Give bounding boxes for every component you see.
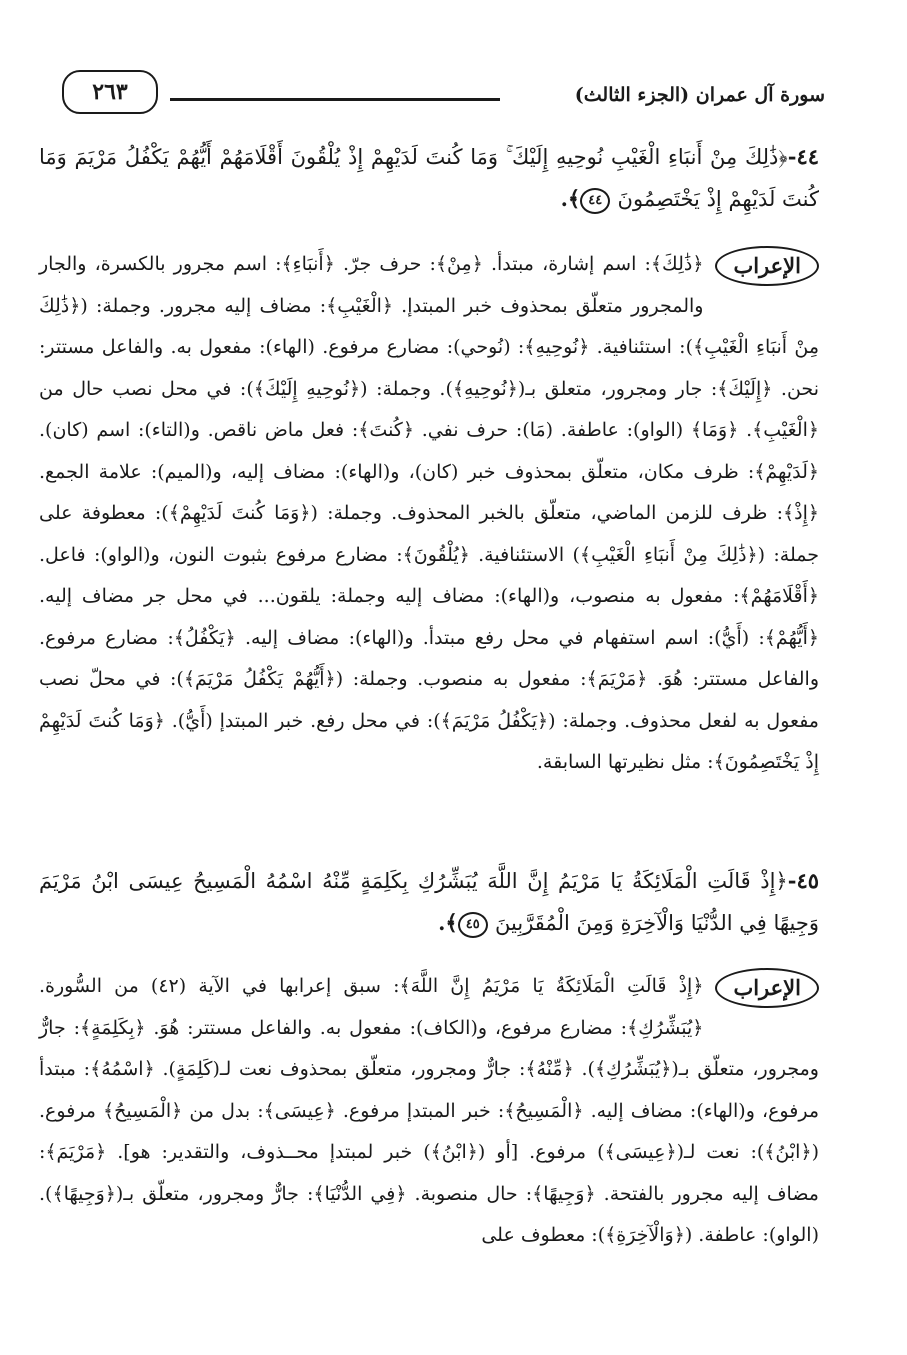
irab-badge: الإعراب — [715, 968, 819, 1008]
irab-badge: الإعراب — [715, 246, 819, 286]
page-header — [40, 66, 825, 120]
irab-section-45 — [39, 966, 819, 1257]
irab-text: ﴿إِذْ قَالَتِ الْمَلَائِكَةُ يَا مَرْيَمُ إِنَّ اللَّهَ﴾: سبق إعرابها في الآية (٤٢) من السُّورة. ﴿يُبَشِّرُكِ﴾: مضارع مرفوع، و(الكاف): مفعول به. والفاعل مستتر: هُوَ. ﴿بِكَلِمَةٍ﴾: جارٌّ ومجرور، متعلّق بـ(﴿يُبَشِّرُكِ﴾). ﴿مِّنْهُ﴾: جارٌّ ومجرور، متعلّق بمحذوف نعت لـ(كَلِمَةٍ). ﴿اسْمُهُ﴾: مبتدأ مرفوع، و(الهاء): مضاف إليه. ﴿الْمَسِيحُ﴾: خبر المبتدإ مرفوع. ﴿عِيسَى﴾: بدل من ﴿الْمَسِيحُ﴾ مرفوع. (﴿ابْنُ﴾): نعت لـ(﴿عِيسَى﴾) مرفوع. [أو (﴿ابْنُ﴾) خبر لمبتدإ محــذوف، والتقدير: هو]. ﴿مَرْيَمَ﴾: مضاف إليه مجرور بالفتحة. ﴿وَجِيهًا﴾: حال منصوبة. ﴿فِي الدُّنْيَا﴾: جارٌّ ومجرور، متعلّق بـ(﴿وَجِيهًا﴾). (الواو): عاطفة. (﴿وَالْآخِرَةِ﴾): معطوف على — [39, 975, 819, 1246]
header-rule — [170, 98, 500, 101]
verse-number: ٤٤- — [787, 144, 819, 169]
verse-number: ٤٥- — [787, 868, 819, 893]
verse-text: ﴿ذَٰلِكَ مِنْ أَنبَاءِ الْغَيْبِ نُوحِيهِ إِلَيْكَ ۚ وَمَا كُنتَ لَدَيْهِمْ إِذْ يُلْقُونَ أَقْلَامَهُمْ أَيُّهُمْ يَكْفُلُ مَرْيَمَ وَمَا كُنتَ لَدَيْهِمْ إِذْ يَخْتَصِمُونَ — [39, 145, 819, 211]
verse-44 — [39, 136, 819, 220]
running-title: سورة آل عمران (الجزء الثالث) — [574, 84, 825, 106]
page-number: ٢٦٣ — [62, 70, 158, 114]
ayah-end-mark: ٤٤ — [580, 188, 610, 214]
verse-close: ﴾. — [560, 186, 581, 211]
irab-text: ﴿ذَٰلِكَ﴾: اسم إشارة، مبتدأ. ﴿مِنْ﴾: حرف جرّ. ﴿أَنبَاءِ﴾: اسم مجرور بالكسرة، والجار والمجرور متعلّق بمحذوف خبر المبتدإ. ﴿الْغَيْبِ﴾: مضاف إليه مجرور. وجملة: (﴿ذَٰلِكَ مِنْ أَنبَاءِ الْغَيْبِ﴾): استئنافية. ﴿نُوحِيهِ﴾: (نُوحي): مضارع مرفوع. (الهاء): مفعول به. والفاعل مستتر: نحن. ﴿إِلَيْكَ﴾: جار ومجرور، متعلق بـ(﴿نُوحِيهِ﴾). وجملة: (﴿نُوحِيهِ إِلَيْكَ﴾): في محل نصب حال من ﴿الْغَيْبِ﴾. ﴿وَمَا﴾ (الواو): عاطفة. (مَا): حرف نفي. ﴿كُنتَ﴾: فعل ماض ناقص. و(التاء): اسم (كان). ﴿لَدَيْهِمْ﴾: ظرف مكان، متعلّق بمحذوف خبر (كان)، و(الهاء): مضاف إليه، و(الميم): علامة الجمع. ﴿إِذْ﴾: ظرف للزمن الماضي، متعلّق بالخبر المحذوف. وجملة: (﴿وَمَا كُنتَ لَدَيْهِمْ﴾): معطوفة على جملة: (﴿ذَٰلِكَ مِنْ أَنبَاءِ الْغَيْبِ﴾) الاستئنافية. ﴿يُلْقُونَ﴾: مضارع مرفوع بثبوت النون، و(الواو): فاعل. ﴿أَقْلَامَهُمْ﴾: مفعول به منصوب، و(الهاء): مضاف إليه وجملة: يلقون... في محل جر مضاف إليه. ﴿أَيُّهُمْ﴾: (أَيُّ): اسم استفهام في محل رفع مبتدأ. و(الهاء): مضاف إليه. ﴿يَكْفُلُ﴾: مضارع مرفوع. والفاعل مستتر: هُوَ. ﴿مَرْيَمَ﴾: مفعول به منصوب. وجملة: (﴿أَيُّهُمْ يَكْفُلُ مَرْيَمَ﴾): في محلّ نصب مفعول به لفعل محذوف. وجملة: (﴿يَكْفُلُ مَرْيَمَ﴾): في محل رفع. خبر المبتدإ (أَيُّ). ﴿وَمَا كُنتَ لَدَيْهِمْ إِذْ يَخْتَصِمُونَ﴾: مثل نظيرتها السابقة. — [39, 253, 819, 773]
ayah-end-mark: ٤٥ — [458, 912, 488, 938]
verse-text: ﴿إِذْ قَالَتِ الْمَلَائِكَةُ يَا مَرْيَمُ إِنَّ اللَّهَ يُبَشِّرُكِ بِكَلِمَةٍ مِّنْهُ اسْمُهُ الْمَسِيحُ عِيسَى ابْنُ مَرْيَمَ وَجِيهًا فِي الدُّنْيَا وَالْآخِرَةِ وَمِنَ الْمُقَرَّبِينَ — [39, 869, 819, 935]
irab-section-44 — [39, 244, 819, 784]
verse-close: ﴾. — [438, 910, 458, 935]
verse-45 — [39, 860, 819, 944]
